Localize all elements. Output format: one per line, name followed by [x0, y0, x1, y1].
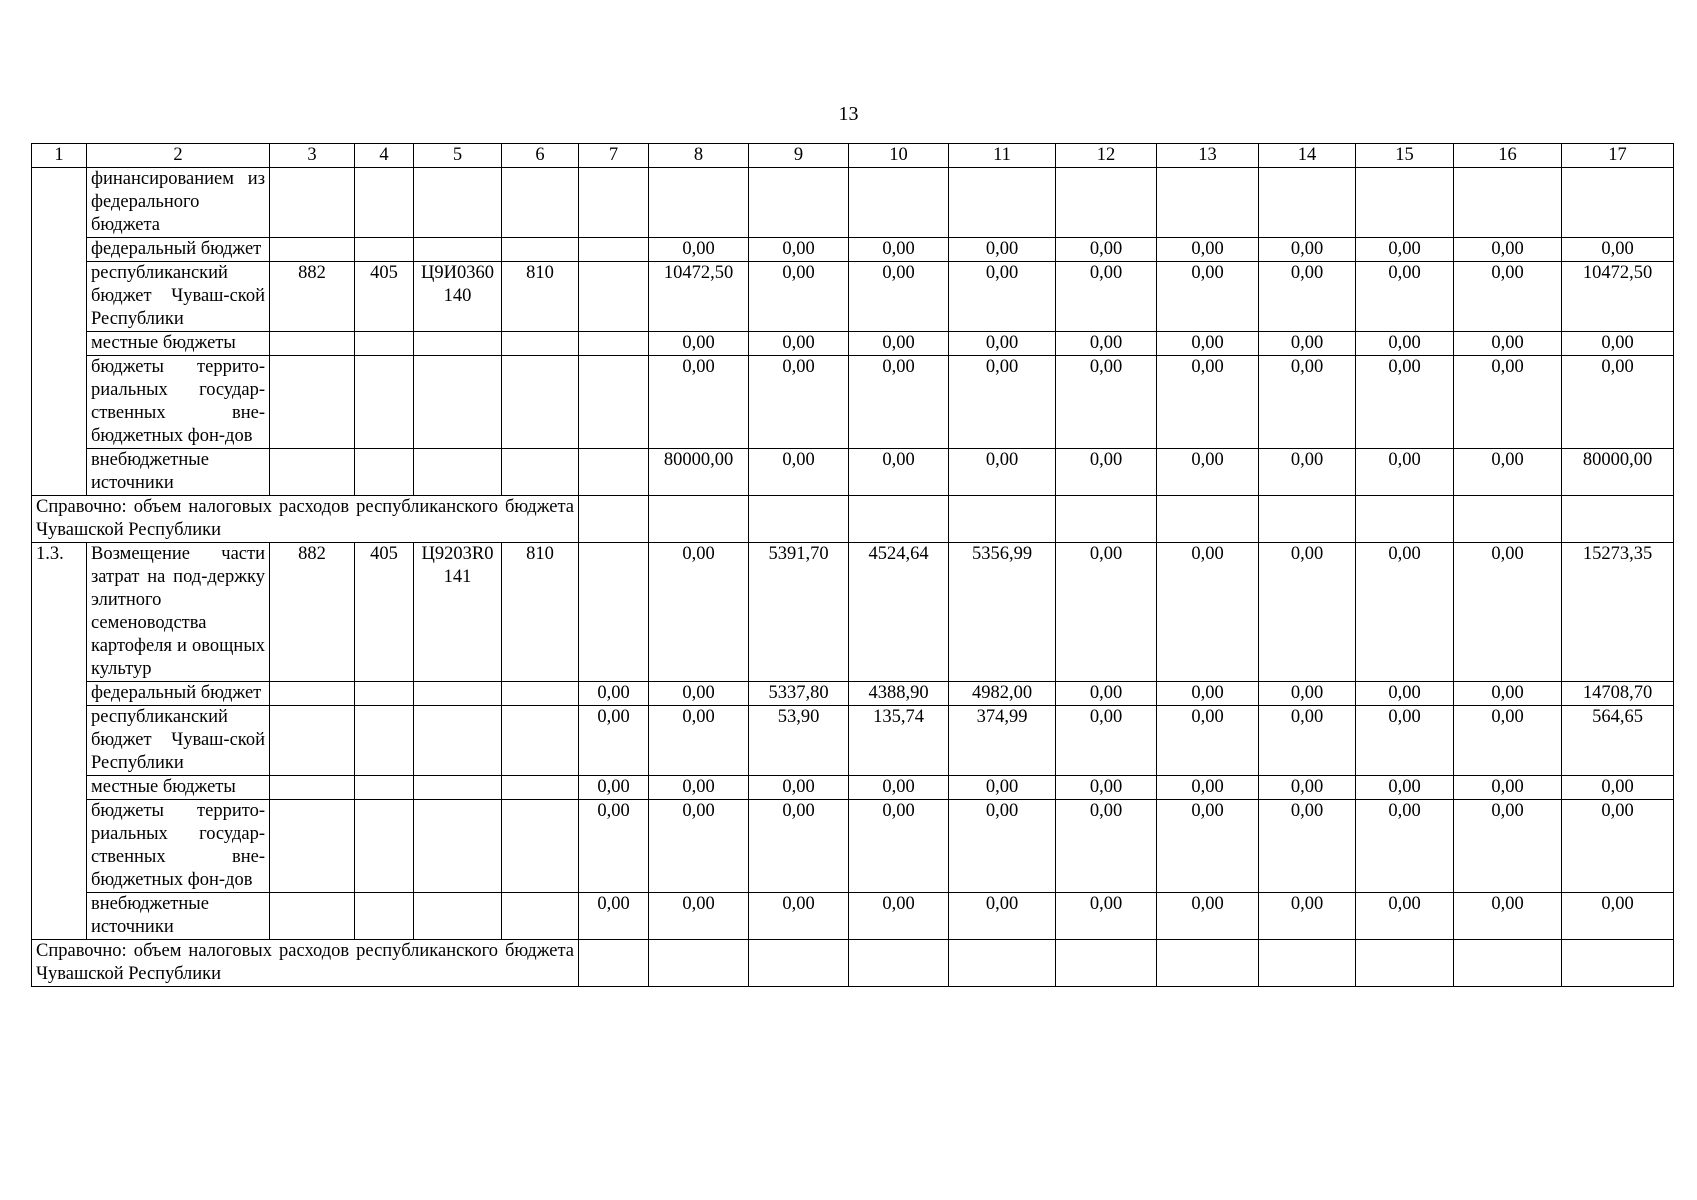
row-number-cell [32, 238, 87, 262]
value-cell: 0,00 [579, 893, 649, 940]
code-cell: Ц9И0360 140 [414, 262, 502, 332]
value-cell [649, 940, 749, 987]
value-cell: 0,00 [1356, 800, 1454, 893]
value-cell: 0,00 [1157, 262, 1259, 332]
value-cell [849, 496, 949, 543]
code-cell [355, 332, 414, 356]
value-cell: 0,00 [849, 356, 949, 449]
value-cell: 0,00 [1356, 893, 1454, 940]
value-cell: 0,00 [1056, 543, 1157, 682]
value-cell [1259, 168, 1356, 238]
row-label: республиканский бюджет Чуваш-ской Республики [87, 262, 270, 332]
value-cell: 0,00 [649, 776, 749, 800]
value-cell: 0,00 [649, 893, 749, 940]
value-cell: 0,00 [1454, 776, 1562, 800]
code-cell [502, 356, 579, 449]
code-cell [270, 356, 355, 449]
table-row [32, 893, 1674, 940]
row-number-cell [32, 356, 87, 449]
value-cell: 4388,90 [849, 682, 949, 706]
column-header: 14 [1259, 144, 1356, 168]
code-cell [414, 449, 502, 496]
value-cell [1562, 168, 1674, 238]
row-label: местные бюджеты [87, 776, 270, 800]
value-cell: 0,00 [1157, 706, 1259, 776]
row-label: федеральный бюджет [87, 682, 270, 706]
value-cell [579, 262, 649, 332]
value-cell: 0,00 [1454, 800, 1562, 893]
value-cell [749, 940, 849, 987]
value-cell: 0,00 [949, 800, 1056, 893]
column-header: 4 [355, 144, 414, 168]
value-cell: 0,00 [749, 332, 849, 356]
value-cell: 0,00 [1056, 706, 1157, 776]
table-row [32, 332, 1674, 356]
value-cell: 0,00 [849, 449, 949, 496]
value-cell [1454, 940, 1562, 987]
value-cell [1259, 940, 1356, 987]
value-cell: 10472,50 [1562, 262, 1674, 332]
value-cell [1157, 940, 1259, 987]
value-cell: 0,00 [1356, 449, 1454, 496]
code-cell [414, 238, 502, 262]
value-cell: 0,00 [1562, 356, 1674, 449]
value-cell: 0,00 [1454, 706, 1562, 776]
value-cell: 374,99 [949, 706, 1056, 776]
value-cell: 0,00 [1056, 682, 1157, 706]
value-cell: 0,00 [1454, 449, 1562, 496]
value-cell: 0,00 [949, 238, 1056, 262]
value-cell: 5356,99 [949, 543, 1056, 682]
section-title: Возмещение части затрат на под-держку элитного семеноводства картофеля и овощных культур [87, 543, 270, 682]
code-cell [355, 706, 414, 776]
row-number-cell [32, 262, 87, 332]
code-cell [502, 238, 579, 262]
value-cell [1454, 496, 1562, 543]
table-body [32, 144, 1674, 987]
value-cell: 0,00 [1259, 776, 1356, 800]
value-cell: 0,00 [1356, 776, 1454, 800]
value-cell: 0,00 [1056, 800, 1157, 893]
code-cell: Ц9203R0 141 [414, 543, 502, 682]
value-cell: 0,00 [849, 776, 949, 800]
table-row [32, 168, 1674, 238]
value-cell: 0,00 [849, 332, 949, 356]
page-number: 13 [838, 103, 859, 125]
value-cell [949, 496, 1056, 543]
value-cell: 0,00 [949, 262, 1056, 332]
row-number-cell [32, 449, 87, 496]
header-row [32, 144, 1674, 168]
table-row [32, 682, 1674, 706]
code-cell [270, 449, 355, 496]
value-cell: 0,00 [649, 356, 749, 449]
column-header: 15 [1356, 144, 1454, 168]
value-cell: 0,00 [749, 356, 849, 449]
value-cell: 0,00 [949, 332, 1056, 356]
code-cell [502, 682, 579, 706]
value-cell: 80000,00 [1562, 449, 1674, 496]
column-header: 17 [1562, 144, 1674, 168]
column-header: 3 [270, 144, 355, 168]
code-cell [270, 168, 355, 238]
code-cell [270, 800, 355, 893]
reference-row [32, 940, 1674, 987]
value-cell [849, 940, 949, 987]
code-cell [502, 776, 579, 800]
row-number-cell [32, 332, 87, 356]
code-cell: 810 [502, 543, 579, 682]
value-cell: 0,00 [1157, 893, 1259, 940]
value-cell [649, 496, 749, 543]
value-cell: 0,00 [579, 706, 649, 776]
value-cell: 0,00 [1562, 238, 1674, 262]
value-cell: 0,00 [1454, 682, 1562, 706]
value-cell: 0,00 [649, 682, 749, 706]
value-cell [1356, 168, 1454, 238]
value-cell: 0,00 [649, 800, 749, 893]
row-number-cell [32, 800, 87, 893]
code-cell [270, 776, 355, 800]
value-cell: 0,00 [1157, 449, 1259, 496]
value-cell [579, 332, 649, 356]
code-cell [355, 238, 414, 262]
row-label: местные бюджеты [87, 332, 270, 356]
column-header: 11 [949, 144, 1056, 168]
value-cell [1157, 168, 1259, 238]
value-cell: 0,00 [849, 262, 949, 332]
row-number-cell [32, 776, 87, 800]
value-cell: 0,00 [1562, 893, 1674, 940]
value-cell: 0,00 [1259, 262, 1356, 332]
value-cell: 0,00 [1259, 356, 1356, 449]
value-cell: 0,00 [1157, 356, 1259, 449]
value-cell: 135,74 [849, 706, 949, 776]
reference-note: Справочно: объем налоговых расходов республиканского бюджета Чувашской Республики [32, 940, 579, 987]
value-cell: 0,00 [1356, 682, 1454, 706]
code-cell [414, 776, 502, 800]
value-cell: 0,00 [649, 238, 749, 262]
value-cell: 0,00 [1157, 776, 1259, 800]
value-cell: 0,00 [1356, 706, 1454, 776]
code-cell [270, 682, 355, 706]
column-header: 6 [502, 144, 579, 168]
value-cell [1056, 168, 1157, 238]
column-header: 7 [579, 144, 649, 168]
code-cell [414, 332, 502, 356]
value-cell: 0,00 [949, 776, 1056, 800]
value-cell [579, 543, 649, 682]
value-cell: 0,00 [949, 356, 1056, 449]
code-cell [502, 449, 579, 496]
value-cell: 0,00 [649, 332, 749, 356]
code-cell: 405 [355, 262, 414, 332]
value-cell: 0,00 [749, 893, 849, 940]
value-cell: 0,00 [1356, 238, 1454, 262]
value-cell [1056, 940, 1157, 987]
row-number-cell [32, 893, 87, 940]
code-cell [270, 706, 355, 776]
value-cell: 0,00 [1157, 238, 1259, 262]
code-cell [414, 682, 502, 706]
code-cell [502, 332, 579, 356]
value-cell: 0,00 [749, 262, 849, 332]
value-cell: 4524,64 [849, 543, 949, 682]
value-cell [579, 238, 649, 262]
value-cell: 5337,80 [749, 682, 849, 706]
section-number: 1.3. [32, 543, 87, 682]
column-header: 2 [87, 144, 270, 168]
code-cell [414, 800, 502, 893]
value-cell: 0,00 [849, 238, 949, 262]
row-number-cell [32, 168, 87, 238]
value-cell: 0,00 [949, 449, 1056, 496]
code-cell [502, 893, 579, 940]
column-header: 8 [649, 144, 749, 168]
value-cell: 0,00 [1259, 893, 1356, 940]
value-cell: 0,00 [1454, 543, 1562, 682]
value-cell [1356, 496, 1454, 543]
value-cell: 0,00 [579, 800, 649, 893]
table-row [32, 776, 1674, 800]
value-cell: 0,00 [1259, 238, 1356, 262]
value-cell: 0,00 [1056, 449, 1157, 496]
code-cell [355, 682, 414, 706]
column-header: 1 [32, 144, 87, 168]
code-cell [355, 893, 414, 940]
value-cell [949, 940, 1056, 987]
value-cell [579, 496, 649, 543]
code-cell [270, 238, 355, 262]
value-cell: 0,00 [949, 893, 1056, 940]
row-label: республиканский бюджет Чуваш-ской Республики [87, 706, 270, 776]
value-cell [1157, 496, 1259, 543]
code-cell [270, 332, 355, 356]
value-cell [579, 449, 649, 496]
value-cell: 14708,70 [1562, 682, 1674, 706]
code-cell [355, 356, 414, 449]
value-cell: 0,00 [579, 682, 649, 706]
value-cell: 0,00 [1454, 356, 1562, 449]
value-cell: 0,00 [1356, 332, 1454, 356]
value-cell: 80000,00 [649, 449, 749, 496]
column-header: 9 [749, 144, 849, 168]
value-cell: 53,90 [749, 706, 849, 776]
code-cell: 405 [355, 543, 414, 682]
code-cell [355, 776, 414, 800]
value-cell: 0,00 [1454, 238, 1562, 262]
value-cell: 10472,50 [649, 262, 749, 332]
row-number-cell [32, 706, 87, 776]
value-cell: 0,00 [1056, 238, 1157, 262]
code-cell [414, 706, 502, 776]
table-row [32, 238, 1674, 262]
budget-table [31, 143, 1674, 987]
value-cell: 0,00 [1259, 449, 1356, 496]
value-cell: 0,00 [649, 543, 749, 682]
value-cell: 564,65 [1562, 706, 1674, 776]
value-cell: 4982,00 [949, 682, 1056, 706]
column-header: 16 [1454, 144, 1562, 168]
column-header: 12 [1056, 144, 1157, 168]
value-cell: 0,00 [1157, 800, 1259, 893]
value-cell [649, 168, 749, 238]
value-cell: 0,00 [579, 776, 649, 800]
code-cell [502, 800, 579, 893]
value-cell [949, 168, 1056, 238]
column-header: 13 [1157, 144, 1259, 168]
code-cell [414, 168, 502, 238]
reference-note: Справочно: объем налоговых расходов республиканского бюджета Чувашской Республики [32, 496, 579, 543]
value-cell: 0,00 [1454, 332, 1562, 356]
value-cell: 0,00 [1259, 682, 1356, 706]
value-cell [579, 940, 649, 987]
reference-row [32, 496, 1674, 543]
value-cell [1356, 940, 1454, 987]
value-cell: 0,00 [1056, 262, 1157, 332]
row-number-cell [32, 682, 87, 706]
code-cell [502, 706, 579, 776]
row-label: бюджеты террито-риальных государ-ственных вне-бюджетных фон-дов [87, 800, 270, 893]
value-cell [1056, 496, 1157, 543]
code-cell [355, 449, 414, 496]
value-cell: 15273,35 [1562, 543, 1674, 682]
section-row [32, 543, 1674, 682]
code-cell [414, 893, 502, 940]
value-cell: 0,00 [1562, 776, 1674, 800]
value-cell: 0,00 [1157, 332, 1259, 356]
value-cell: 0,00 [1056, 776, 1157, 800]
value-cell [1562, 496, 1674, 543]
value-cell: 0,00 [849, 800, 949, 893]
code-cell: 882 [270, 262, 355, 332]
value-cell: 0,00 [1157, 682, 1259, 706]
row-label: бюджеты террито-риальных государ-ственных вне-бюджетных фон-дов [87, 356, 270, 449]
row-label: федеральный бюджет [87, 238, 270, 262]
code-cell: 882 [270, 543, 355, 682]
code-cell [355, 800, 414, 893]
code-cell [270, 893, 355, 940]
value-cell [749, 168, 849, 238]
code-cell [414, 356, 502, 449]
value-cell: 0,00 [1562, 800, 1674, 893]
value-cell: 0,00 [1356, 262, 1454, 332]
table-row [32, 449, 1674, 496]
code-cell: 810 [502, 262, 579, 332]
value-cell [1259, 496, 1356, 543]
row-label: финансированием из федерального бюджета [87, 168, 270, 238]
value-cell: 0,00 [1259, 543, 1356, 682]
table-row [32, 356, 1674, 449]
value-cell: 0,00 [1454, 893, 1562, 940]
column-header: 5 [414, 144, 502, 168]
value-cell: 0,00 [1356, 543, 1454, 682]
row-label: внебюджетные источники [87, 893, 270, 940]
value-cell [749, 496, 849, 543]
value-cell: 0,00 [749, 238, 849, 262]
value-cell: 5391,70 [749, 543, 849, 682]
column-header: 10 [849, 144, 949, 168]
value-cell: 0,00 [749, 449, 849, 496]
value-cell: 0,00 [1259, 800, 1356, 893]
value-cell: 0,00 [1056, 356, 1157, 449]
value-cell [849, 168, 949, 238]
value-cell: 0,00 [749, 776, 849, 800]
value-cell: 0,00 [1259, 332, 1356, 356]
value-cell [1562, 940, 1674, 987]
value-cell: 0,00 [1157, 543, 1259, 682]
code-cell [355, 168, 414, 238]
value-cell: 0,00 [1056, 332, 1157, 356]
value-cell: 0,00 [1454, 262, 1562, 332]
value-cell [579, 168, 649, 238]
value-cell [1454, 168, 1562, 238]
value-cell: 0,00 [1056, 893, 1157, 940]
table-row [32, 706, 1674, 776]
value-cell: 0,00 [1356, 356, 1454, 449]
value-cell: 0,00 [1259, 706, 1356, 776]
value-cell: 0,00 [849, 893, 949, 940]
value-cell: 0,00 [749, 800, 849, 893]
table-row [32, 262, 1674, 332]
row-label: внебюджетные источники [87, 449, 270, 496]
code-cell [502, 168, 579, 238]
value-cell [579, 356, 649, 449]
table-row [32, 800, 1674, 893]
value-cell: 0,00 [649, 706, 749, 776]
value-cell: 0,00 [1562, 332, 1674, 356]
